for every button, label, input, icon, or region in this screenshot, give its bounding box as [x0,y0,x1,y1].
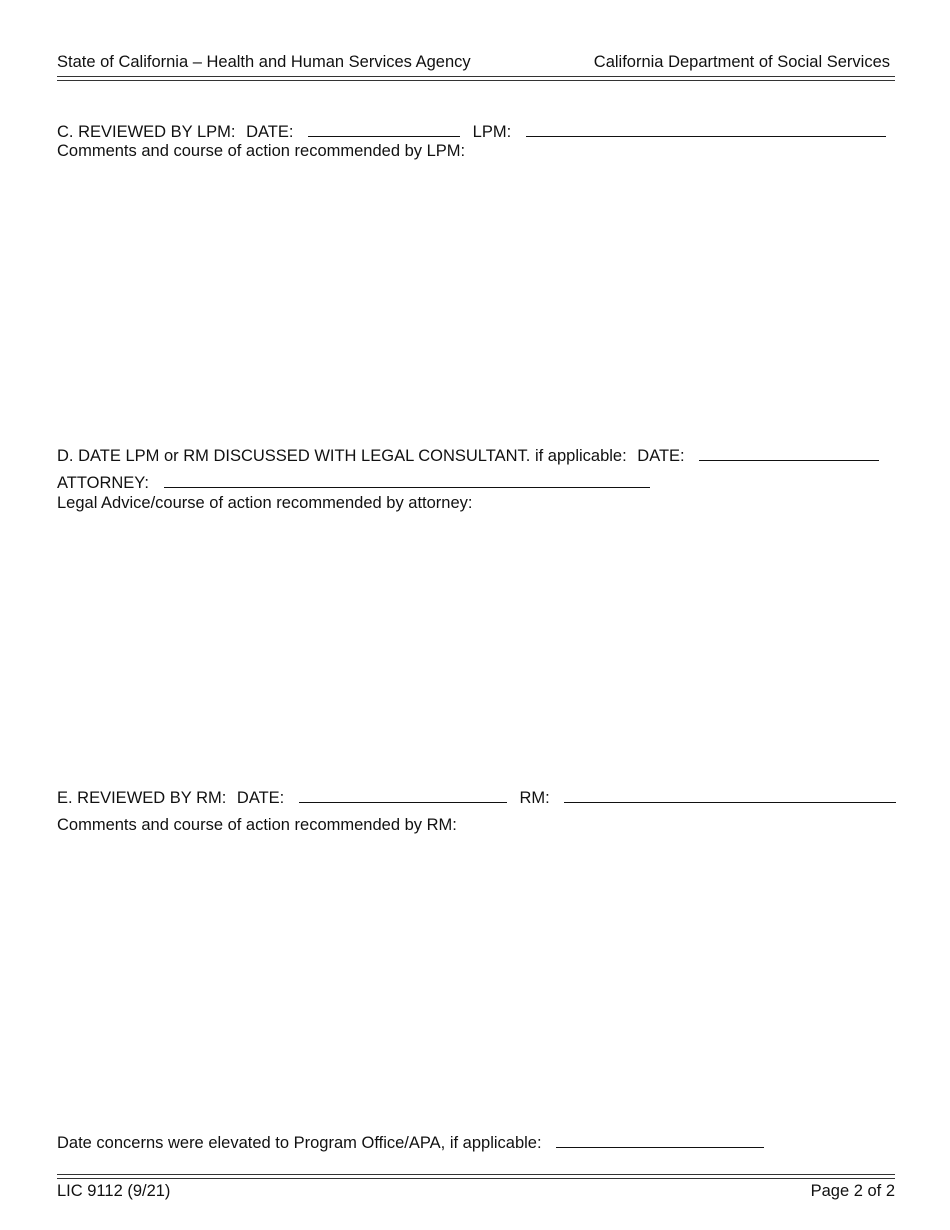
footer-divider-top [57,1174,895,1175]
section-d-advice-area[interactable] [57,517,895,779]
section-c-lpm-field[interactable] [526,122,886,137]
section-e-date-label: DATE: [236,789,285,807]
footer-page-number: Page 2 of 2 [810,1182,895,1200]
elevation-row [57,1133,764,1153]
elevation-label: Date concerns were elevated to Program Office/APA, if applicable: [57,1134,542,1152]
footer-form-id: LIC 9112 (9/21) [57,1182,171,1200]
section-e-rm-label: RM: [519,789,550,807]
section-c-date-field[interactable] [308,122,460,137]
section-c-label: C. REVIEWED BY LPM: [57,123,236,141]
section-e-comments-label: Comments and course of action recommended by RM: [57,816,457,834]
section-c-comments-area[interactable] [57,165,895,435]
section-e-comments-area[interactable] [57,840,895,1120]
section-d-date-field[interactable] [699,446,879,461]
section-d-label: D. DATE LPM or RM DISCUSSED WITH LEGAL CONSULTANT. if applicable: [57,447,627,465]
section-e-label: E. REVIEWED BY RM: [57,789,227,807]
section-d-attorney-field[interactable] [164,473,650,488]
elevation-date-field[interactable] [556,1133,764,1148]
section-c-lpm-label: LPM: [472,123,512,141]
header-divider-top [57,76,895,77]
section-c-comments-label: Comments and course of action recommended by LPM: [57,142,466,160]
section-e-date-field[interactable] [299,788,507,803]
section-d-attorney-row [57,473,650,493]
section-d-date-label: DATE: [637,447,685,465]
header-agency: State of California – Health and Human Services Agency [57,53,471,71]
header-divider-bottom [57,80,895,81]
section-e-row [57,788,896,808]
footer-divider-bottom [57,1178,895,1179]
section-e-rm-field[interactable] [564,788,896,803]
section-c-row [57,122,886,142]
section-d-row [57,446,879,466]
section-d-attorney-label: ATTORNEY: [57,474,149,492]
section-d-advice-label: Legal Advice/course of action recommended by attorney: [57,494,473,512]
section-c-date-label: DATE: [246,123,294,141]
header-department: California Department of Social Services [593,53,890,71]
